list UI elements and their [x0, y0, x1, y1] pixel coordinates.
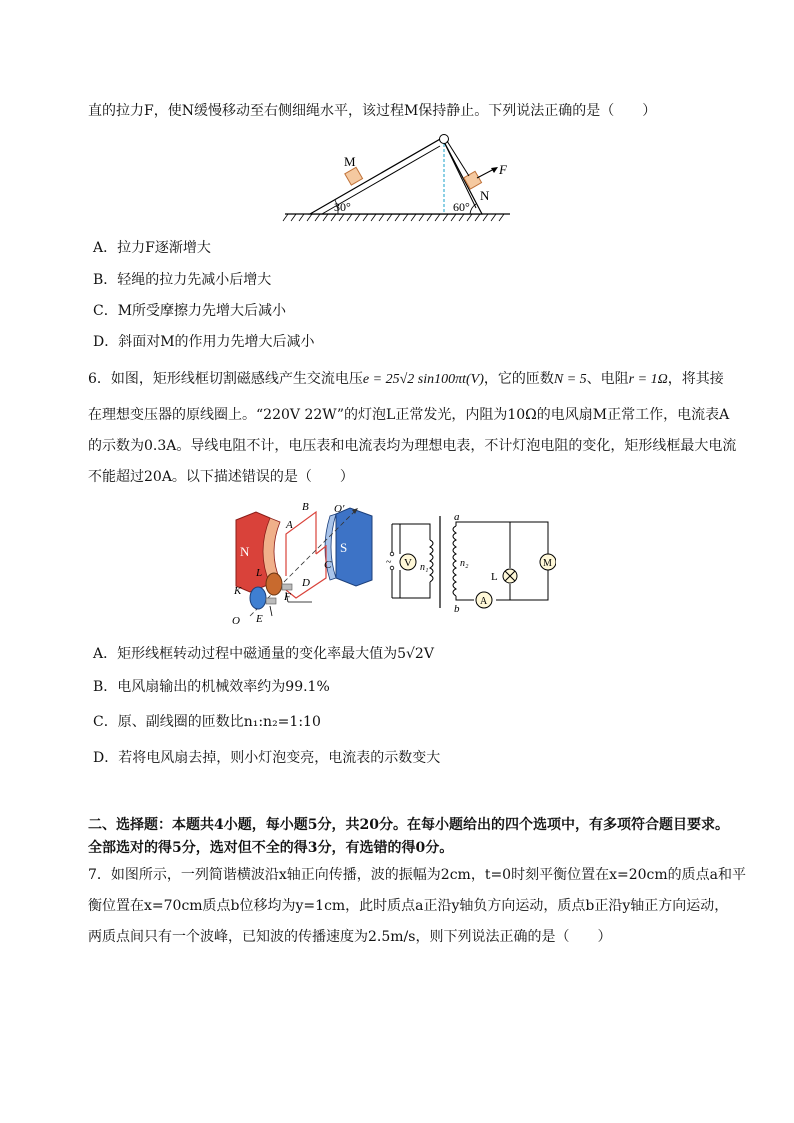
- fig-label-o: O: [232, 615, 240, 627]
- q6-option-a: A．矩形线框转动过程中磁通量的变化率最大值为5√2V: [93, 646, 434, 662]
- label-f: F: [499, 162, 507, 177]
- q6-option-d: D．若将电风扇去掉，则小灯泡变亮，电流表的示数变大: [93, 750, 441, 766]
- svg-text:~: ~: [386, 557, 392, 568]
- fig-label-e: E: [256, 613, 263, 625]
- block-m: [345, 167, 363, 185]
- q5-incline-figure: [280, 128, 520, 228]
- label-n: N: [480, 188, 490, 203]
- angle-30: 30°: [334, 200, 351, 214]
- q6-line3: 的示数为0.3A。导线电阻不计，电压表和电流表均为理想电表，不计灯泡电阻的变化，矩形线框最大电流: [88, 438, 737, 454]
- fig-label-d: D: [302, 577, 310, 589]
- angle-60: 60°: [453, 200, 470, 214]
- motor-label: M: [543, 558, 552, 569]
- fig-label-b: B: [302, 501, 309, 513]
- q5-option-c: C．M所受摩擦力先增大后减小: [93, 303, 287, 319]
- ammeter-label: A: [480, 596, 488, 607]
- label-m: M: [344, 154, 356, 169]
- q7-line1: 7．如图所示，一列简谐横波沿x轴正向传播，波的振幅为2cm，t=0时刻平衡位置在x=20cm的质点a和平: [88, 867, 746, 883]
- magnet-n-label: N: [240, 544, 250, 559]
- q6-circuit-figure: [384, 508, 556, 614]
- q5-option-a: A．拉力F逐渐增大: [93, 240, 211, 256]
- q6-generator-figure: [226, 498, 386, 630]
- q6-option-c: C．原、副线圈的匝数比n₁:n₂=1:10: [93, 714, 321, 730]
- n2-label: n₂: [460, 558, 469, 569]
- q7-line2: 衡位置在x=70cm质点b位移均为y=1cm，此时质点a正沿y轴负方向运动，质点b正沿y轴正方向运动，: [88, 898, 729, 914]
- q6-line2: 在理想变压器的原线圈上。“220V 22W”的灯泡L正常发光，内阻为10Ω的电风扇M正常工作，电流表A: [88, 407, 730, 423]
- terminal-a-label: a: [454, 511, 460, 523]
- q7-line3: 两质点间只有一个波峰，已知波的传播速度为2.5m/s，则下列说法正确的是（ ）: [88, 929, 612, 945]
- q6-line1: 6．如图，矩形线框切割磁感线产生交流电压e = 25√2 sin100πt(V)，它的匝数N = 5、电阻r = 1Ω，将其接: [88, 371, 724, 387]
- q6-option-b: B．电风扇输出的机械效率约为99.1%: [93, 679, 330, 695]
- fig-label-o-prime: O′: [334, 503, 345, 515]
- section2-line1: 二、选择题：本题共4小题，每小题5分，共20分。在每小题给出的四个选项中，有多项符合题目要求。: [88, 817, 729, 833]
- fig-label-f: F: [284, 591, 291, 603]
- fig-label-k: K: [234, 585, 242, 597]
- q5-option-b: B．轻绳的拉力先减小后增大: [93, 272, 272, 288]
- terminal-b-label: b: [454, 603, 460, 614]
- q6-line4: 不能超过20A。以下描述错误的是（ ）: [88, 469, 354, 485]
- magnet-s-label: S: [340, 540, 348, 555]
- fig-label-c: C: [324, 559, 332, 571]
- section2-line2: 全部选对的得5分，选对但不全的得3分，有选错的得0分。: [88, 840, 454, 856]
- fig-label-l: L: [256, 567, 263, 579]
- fig-label-a: A: [286, 519, 293, 531]
- lamp-label: L: [491, 571, 498, 583]
- voltmeter-label: V: [404, 557, 412, 569]
- q5-intro: 直的拉力F，使N缓慢移动至右侧细绳水平，该过程M保持静止。下列说法正确的是（ ）: [88, 103, 657, 119]
- q5-option-d: D．斜面对M的作用力先增大后减小: [93, 334, 315, 350]
- n1-label: n₁: [420, 562, 429, 573]
